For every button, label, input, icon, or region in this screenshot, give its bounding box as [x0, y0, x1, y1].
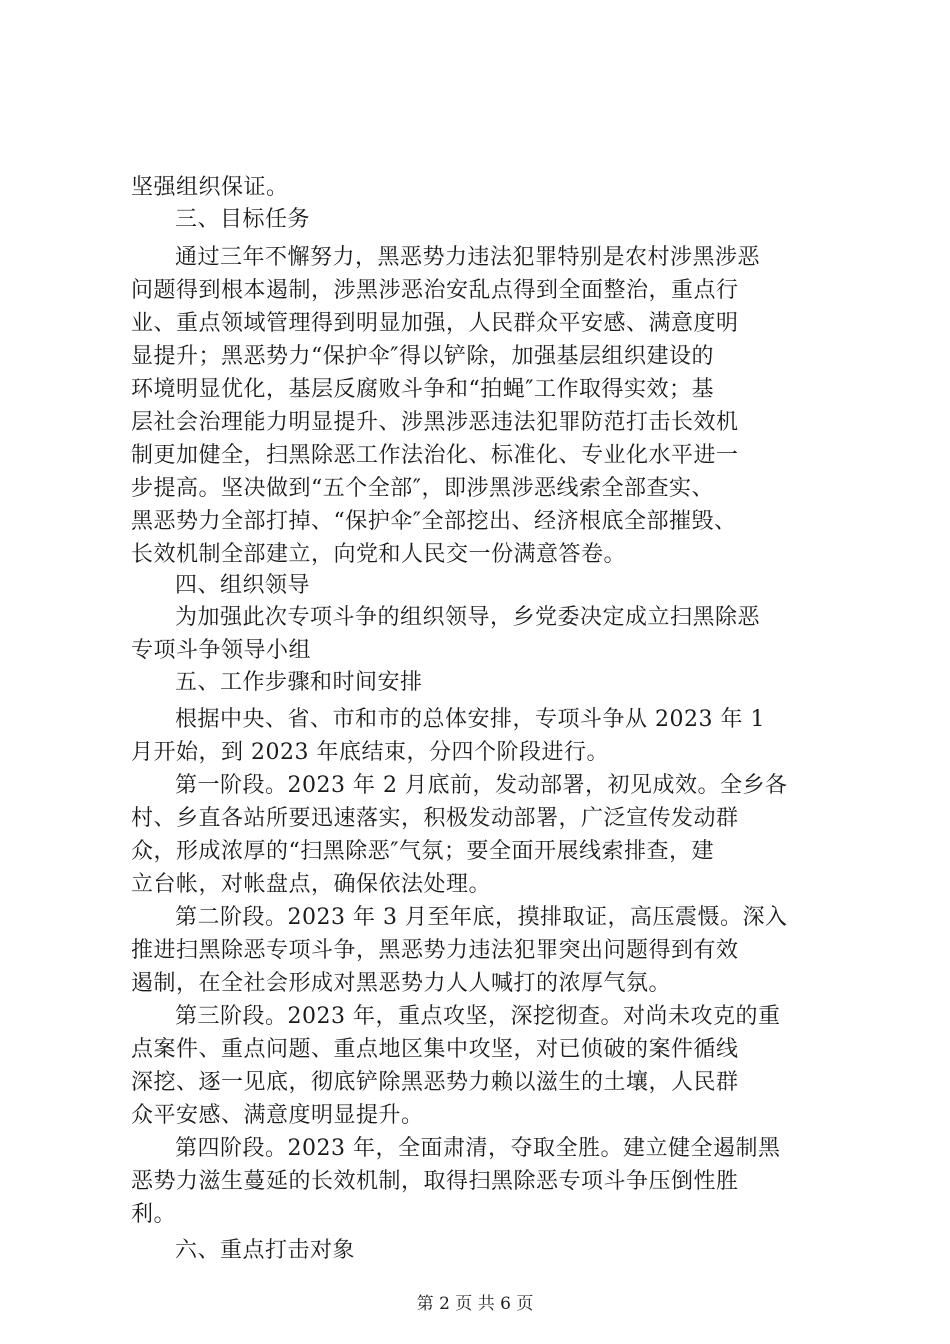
text-line: 长效机制全部建立，向党和人民交一份满意答卷。 — [131, 542, 627, 567]
text-line: 问题得到根本遏制，涉黑涉恶治安乱点得到全面整治，重点行 — [131, 278, 739, 303]
text-line: 制更加健全，扫黑除恶工作法治化、标准化、专业化水平进一 — [131, 443, 739, 468]
text-line: 推进扫黑除恶专项斗争，黑恶势力违法犯罪突出问题得到有效 — [131, 938, 739, 963]
text-line: 为加强此次专项斗争的组织领导，乡党委决定成立扫黑除恶 — [175, 605, 761, 630]
text-line: 显提升；黑恶势力“保护伞″得以铲除，加强基层组织建设的 — [131, 344, 714, 369]
text-line: 村、乡直各站所要迅速落实，积极发动部署，广泛宣传发动群 — [131, 806, 739, 831]
section-heading: 五、工作步骤和时间安排 — [175, 670, 423, 695]
text-line: 步提高。坚决做到“五个全部″，即涉黑涉恶线索全部查实、 — [131, 476, 714, 501]
page-number-footer: 第 2 页 共 6 页 — [416, 1294, 534, 1314]
text-line: 恶势力滋生蔓延的长效机制，取得扫黑除恶专项斗争压倒性胜 — [131, 1169, 739, 1194]
text-line: 专项斗争领导小组 — [131, 638, 312, 663]
section-heading: 六、重点打击对象 — [175, 1238, 356, 1263]
text-line: 通过三年不懈努力，黑恶势力违法犯罪特别是农村涉黑涉恶 — [175, 245, 761, 270]
text-line: 立台帐，对帐盘点，确保依法处理。 — [131, 872, 492, 897]
text-line: 月开始，到 2023 年底结束，分四个阶段进行。 — [131, 740, 609, 765]
text-line: 众，形成浓厚的“扫黑除恶″气氛；要全面开展线索排查，建 — [131, 839, 714, 864]
text-line: 根据中央、省、市和市的总体安排，专项斗争从 2023 年 1 — [175, 707, 765, 732]
text-line: 利。 — [131, 1202, 177, 1227]
text-line: 黑恶势力全部打掉、“保护伞″全部挖出、经济根底全部摧毁、 — [131, 509, 737, 534]
text-line: 第三阶段。2023 年，重点攻坚，深挖彻查。对尚未攻克的重 — [175, 1004, 781, 1029]
text-line: 遏制，在全社会形成对黑恶势力人人喊打的浓厚气氛。 — [131, 971, 672, 996]
text-line: 层社会治理能力明显提升、涉黑涉恶违法犯罪防范打击长效机 — [131, 410, 739, 435]
text-line: 坚强组织保证。 — [131, 175, 289, 200]
text-line: 业、重点领域管理得到明显加强，人民群众平安感、满意度明 — [131, 311, 739, 336]
text-line: 环境明显优化，基层反腐败斗争和“拍蝇″工作取得实效；基 — [131, 377, 714, 402]
text-line: 众平安感、满意度明显提升。 — [131, 1103, 424, 1128]
text-line: 第四阶段。2023 年，全面肃清，夺取全胜。建立健全遏制黑 — [175, 1136, 781, 1161]
section-heading: 三、目标任务 — [175, 207, 311, 232]
text-line: 深挖、逐一见底，彻底铲除黑恶势力赖以滋生的土壤，人民群 — [131, 1070, 739, 1095]
text-line: 点案件、重点问题、重点地区集中攻坚，对已侦破的案件循线 — [131, 1037, 739, 1062]
text-line: 第二阶段。2023 年 3 月至年底，摸排取证，高压震慑。深入 — [175, 905, 788, 930]
text-line: 第一阶段。2023 年 2 月底前，发动部署，初见成效。全乡各 — [175, 773, 788, 798]
section-heading: 四、组织领导 — [175, 573, 311, 598]
